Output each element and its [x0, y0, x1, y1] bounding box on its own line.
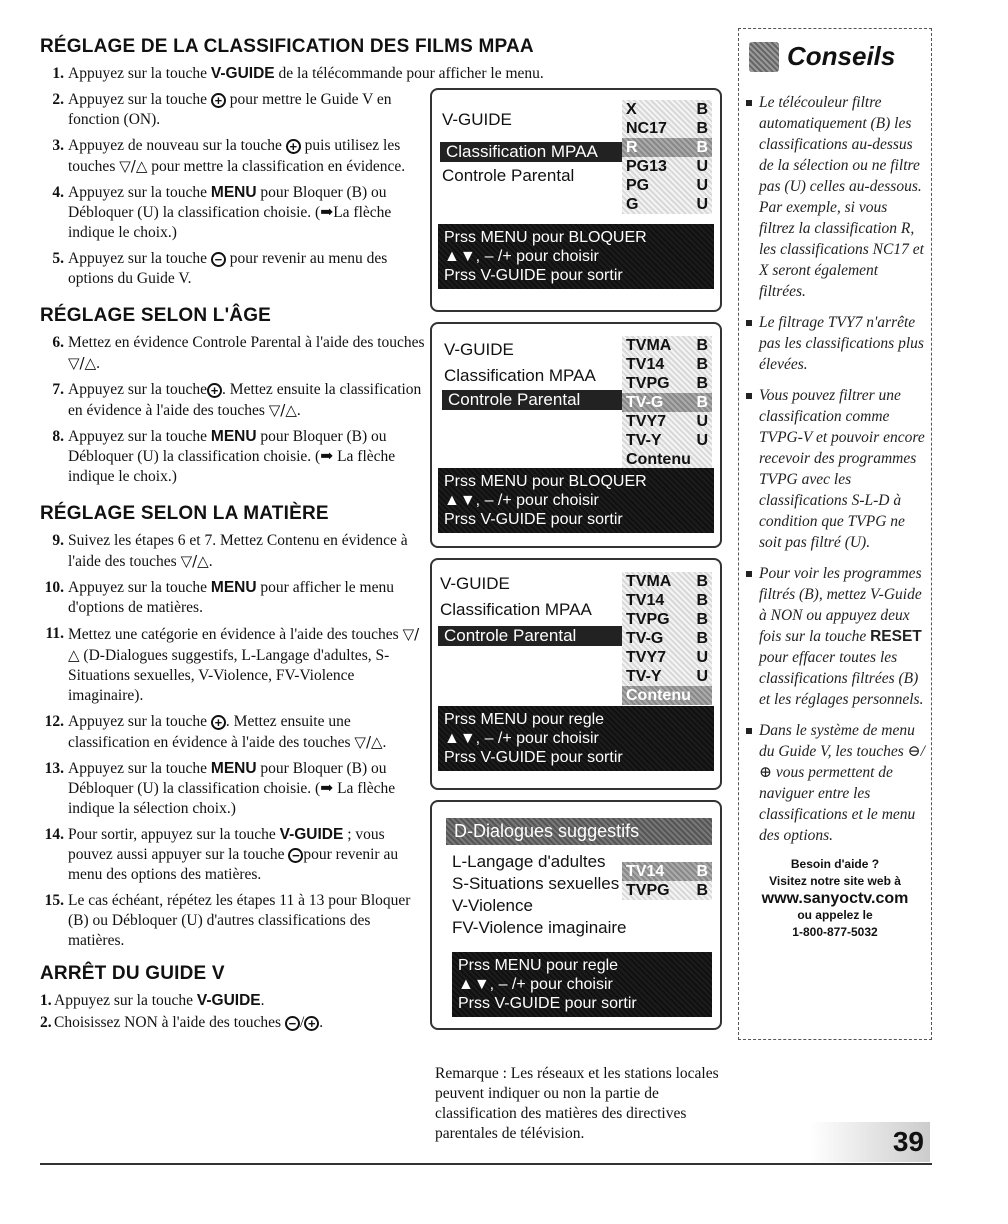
tip-item: Vous pouvez filtrer une classification comme TVPG-V et pouvoir encore recevoir des programmes TVPG avec les classifications S-L-D à condition que TVPG ne soit pas filtré (U).: [745, 385, 925, 553]
help-bar: Prss MENU pour regle ▲▼, – /+ pour choisir Prss V-GUIDE pour sortir: [438, 706, 714, 771]
tip-item: Dans le système de menu du Guide V, les touches ⊖/⊕ vous permettent de naviguer entre les classifications et le menu des options.: [745, 720, 925, 846]
stop-step-1: 1. Appuyez sur la touche V-GUIDE.: [40, 992, 265, 1009]
website-link[interactable]: www.sanyoctv.com: [761, 890, 909, 907]
tip-item: Le filtrage TVY7 n'arrête pas les classifications plus élevées.: [745, 312, 925, 375]
heading-mpaa: RÉGLAGE DE LA CLASSIFICATION DES FILMS MPAA: [40, 36, 534, 57]
phone-number: 1-800-877-5032: [792, 925, 878, 939]
screen-themes: D-Dialogues suggestifs L-Langage d'adultes S-Situations sexuelles V-Violence FV-Violence imaginaire TV14 B TVPG B Prss MENU pour regle ▲▼, – /+ pour choisir Prss V-GUIDE pour sortir: [430, 800, 722, 1030]
step-4: 4. Appuyez sur la touche MENU pour Bloquer (B) ou Débloquer (U) la classification choisie. (➡La flèche indique le choix.): [52, 184, 392, 241]
plus-icon: +: [304, 1016, 319, 1031]
rating-list: TV14 B TVPG B: [622, 862, 712, 900]
plus-icon: +: [286, 139, 301, 154]
up-down-icon: ▽/△: [180, 552, 209, 570]
minus-icon: −: [211, 252, 226, 267]
up-down-icon: ▽/△: [354, 733, 383, 751]
step-9: 9. Suivez les étapes 6 et 7. Mettez Contenu en évidence à l'aide des touches ▽/△.: [52, 532, 408, 570]
plus-icon: +: [211, 715, 226, 730]
help-box: Besoin d'aide ? Visitez notre site web à www.sanyoctv.com ou appelez le 1-800-877-5032: [739, 856, 931, 941]
step-13: 13. Appuyez sur la touche MENU pour Bloquer (B) ou Débloquer (U) la classification choisie. (➡ La flèche indique la sélection choix.): [44, 760, 396, 817]
up-down-icon: ▽/△: [68, 625, 420, 664]
rating-list: TVMA B TV14 B TVPG B TV-G B TVY7 U TV-Y U Contenu: [622, 572, 712, 705]
step-15: 15. Le cas échéant, répétez les étapes 11 à 13 pour Bloquer (B) ou Débloquer (U) d'autres classifications des matières.: [44, 892, 411, 949]
step-8: 8. Appuyez sur la touche MENU pour Bloquer (B) ou Débloquer (U) la classification choisie. (➡ La flèche indique le choix.): [52, 428, 396, 485]
step-6: 6. Mettez en évidence Controle Parental à l'aide des touches ▽/△.: [52, 334, 425, 372]
help-bar: Prss MENU pour BLOQUER ▲▼, – /+ pour choisir Prss V-GUIDE pour sortir: [438, 468, 714, 533]
tips-title: Conseils: [749, 41, 931, 72]
minus-icon: −: [285, 1016, 300, 1031]
help-bar: Prss MENU pour BLOQUER ▲▼, – /+ pour choisir Prss V-GUIDE pour sortir: [438, 224, 714, 289]
menu-item-mpaa: Classification MPAA: [440, 142, 636, 162]
step-14: 14. Pour sortir, appuyez sur la touche V-GUIDE ; vous pouvez aussi appuyer sur la touche − pour revenir au menu des options des matières.: [44, 826, 399, 883]
step-12: 12. Appuyez sur la touche + . Mettez ensuite une classification en évidence à l'aide des touches ▽/△.: [44, 713, 387, 751]
step-10: 10. Appuyez sur la touche MENU pour afficher le menu d'options de matières.: [44, 579, 394, 616]
tip-item: Pour voir les programmes filtrés (B), mettez V-Guide à NON ou appuyez deux fois sur la touche RESET pour effacer toutes les classifications filtrées (B) et les réglages personnels.: [745, 563, 925, 710]
up-down-icon: ▽/△: [68, 354, 97, 372]
heading-age: RÉGLAGE SELON L'ÂGE: [40, 305, 272, 326]
plus-icon: +: [207, 383, 222, 398]
step-7: 7. Appuyez sur la touche + . Mettez ensuite la classification en évidence à l'aide des touches ▽/△.: [52, 381, 422, 419]
tip-item: Le télécouleur filtre automatiquement (B) les classifications au-dessus de la sélection ou ne filtre pas (U) celles au-dessous. Par exemple, si vous filtrez la classification R, les classifications NC17 et X seront également filtrées.: [745, 92, 925, 302]
step-11: 11. Mettez une catégorie en évidence à l'aide des touches ▽/△ (D-Dialogues suggestifs, L-Langage d'adultes, S-Situations sexuelles, V-Violence, FV-Violence imaginaire).: [45, 625, 420, 704]
rating-list: X B NC17 B R B PG13 U PG U G U: [622, 100, 712, 214]
screen-mpaa: V-GUIDE Classification MPAA Controle Parental X B NC17 B R B PG13 U PG U G U Prss MENU pour BLOQUER ▲▼, – /+ pour choisir Prss V-GUIDE pour sortir: [430, 88, 722, 312]
tips-sidebar: [738, 28, 932, 1040]
step-5: 5. Appuyez sur la touche − pour revenir au menu des options du Guide V.: [52, 250, 388, 287]
help-bar: Prss MENU pour regle ▲▼, – /+ pour choisir Prss V-GUIDE pour sortir: [452, 952, 712, 1017]
heading-stop: ARRÊT DU GUIDE V: [40, 963, 225, 984]
heading-content: RÉGLAGE SELON LA MATIÈRE: [40, 503, 329, 524]
step-2: 2. Appuyez sur la touche + pour mettre le Guide V en fonction (ON).: [52, 91, 392, 128]
screen-content: V-GUIDE Classification MPAA Controle Parental TVMA B TV14 B TVPG B TV-G B TVY7 U TV-Y U Contenu Prss MENU pour regle ▲▼, – /+ pour choisir Prss V-GUIDE pour sortir: [430, 558, 722, 790]
page-number: 39: [810, 1122, 930, 1162]
menu-item-parental: Controle Parental: [442, 166, 575, 185]
up-down-icon: ▽/△: [268, 401, 297, 419]
step-3: 3. Appuyez de nouveau sur la touche + puis utilisez les touches ▽/△ pour mettre la classification en évidence.: [52, 137, 406, 175]
remark-note: Remarque : Les réseaux et les stations locales peuvent indiquer ou non la partie de classification des matières des directives parentales de télévision.: [435, 1065, 719, 1142]
stop-step-2: 2. Choisissez NON à l'aide des touches − / + .: [40, 1014, 324, 1031]
step-1: 1. Appuyez sur la touche V-GUIDE de la télécommande pour afficher le menu.: [52, 65, 544, 82]
screen-parental: V-GUIDE Classification MPAA Controle Parental TVMA B TV14 B TVPG B TV-G B TVY7 U TV-Y U Contenu Prss MENU pour BLOQUER ▲▼, – /+ pour choisir Prss V-GUIDE pour sortir: [430, 322, 722, 548]
plus-icon: +: [211, 93, 226, 108]
rating-list: TVMA B TV14 B TVPG B TV-G B TVY7 U TV-Y U Contenu: [622, 336, 712, 469]
minus-icon: −: [288, 848, 303, 863]
tips-icon: [749, 42, 779, 72]
footer-rule: [40, 1163, 932, 1165]
up-down-icon: ▽/△: [119, 157, 148, 175]
